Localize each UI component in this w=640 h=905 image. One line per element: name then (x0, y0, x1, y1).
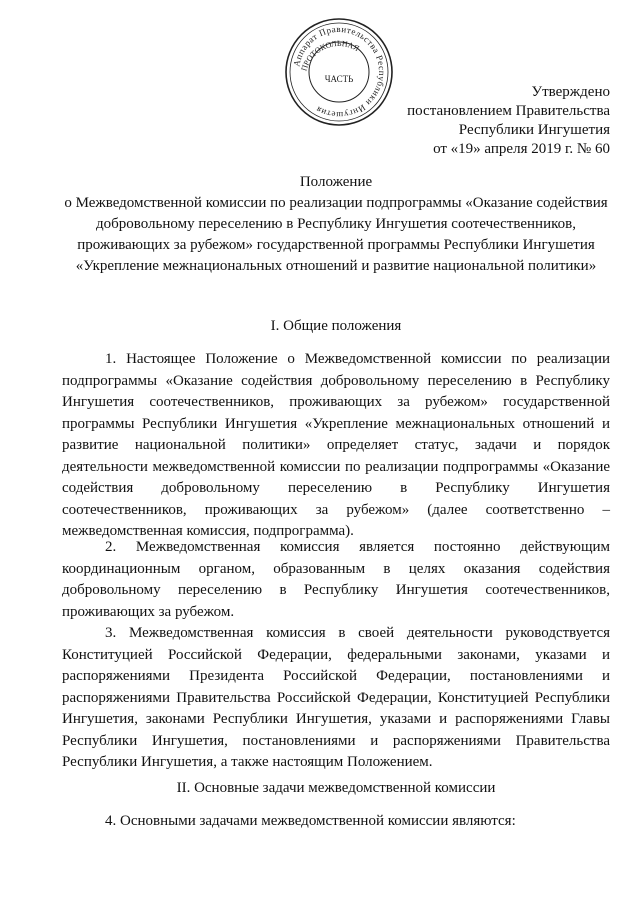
paragraph (62, 623, 610, 774)
title-heading: Положение (299, 174, 373, 190)
svg-text:ПРОТОКОЛЬНАЯ: ПРОТОКОЛЬНАЯ (299, 39, 361, 73)
seal-stamp (283, 16, 395, 128)
paragraph (62, 349, 610, 543)
svg-text:ЧАСТЬ: ЧАСТЬ (324, 74, 354, 84)
paragraph-number: 1. (105, 351, 117, 367)
paragraph-number: 2. (105, 539, 117, 555)
document-title (62, 172, 610, 277)
approval-line: от «19» апреля 2019 г. № 60 (433, 141, 610, 157)
paragraph-text: Межведомственная комиссия является постоянно действующим координационным органом, образованным в целях оказания содействия добровольному переселению в Республику Ингушетия соотечественников, проживающих за рубежом. (62, 539, 611, 620)
svg-text:Аппарат Правительства Республи: Аппарат Правительства Республики Ингушетия (291, 23, 388, 121)
approval-block (407, 83, 610, 159)
paragraph-text: Основными задачами межведомственной комиссии являются: (120, 813, 516, 829)
approval-line: постановлением Правительства (407, 103, 610, 119)
approval-line: Утверждено (531, 84, 610, 100)
section-heading: I. Общие положения (270, 318, 402, 334)
paragraph (62, 537, 610, 623)
title-text: о Межведомственной комиссии по реализации подпрограммы «Оказание содействия добровольному переселению в Республику Ингушетия соотечественников, проживающих за рубежом» государственной программы Республики Ингушетия «Укрепление межнациональных отношений и развитие национальной политики» (64, 195, 608, 274)
paragraph-number: 4. (105, 813, 117, 829)
approval-line: Республики Ингушетия (458, 122, 610, 138)
seal-stamp-graphic (283, 16, 395, 128)
paragraph (62, 811, 610, 833)
paragraph-text: Настоящее Положение о Межведомственной комиссии по реализации подпрограммы «Оказание содействия добровольному переселению в Республику Ингушетия соотечественников, проживающих за рубежом» государственной программы Республики Ингушетия «Укрепление межнациональных отношений и развитие национальной политики» определяет статус, задачи и порядок деятельности межведомственной комиссии по реализации подпрограммы «Оказание содействия добровольному переселению в Республику Ингушетия соотечественников, проживающих за рубежом» (далее соответственно – межведомственная комиссия, подпрограмма). (62, 351, 611, 539)
paragraph-text: Межведомственная комиссия в своей деятельности руководствуется Конституцией Российской Федерации, федеральными законами, указами и распоряжениями Президента Российской Федерации, постановлениями и распоряжениями Правительства Российской Федерации, Конституцией Республики Ингушетия, законами Республики Ингушетия, указами и распоряжениями Главы Республики Ингушетия, постановлениями и распоряжениями Правительства Республики Ингушетия, а также настоящим Положением. (62, 625, 610, 770)
paragraph-number: 3. (105, 625, 117, 641)
section-heading: II. Основные задачи межведомственной комиссии (176, 780, 496, 796)
